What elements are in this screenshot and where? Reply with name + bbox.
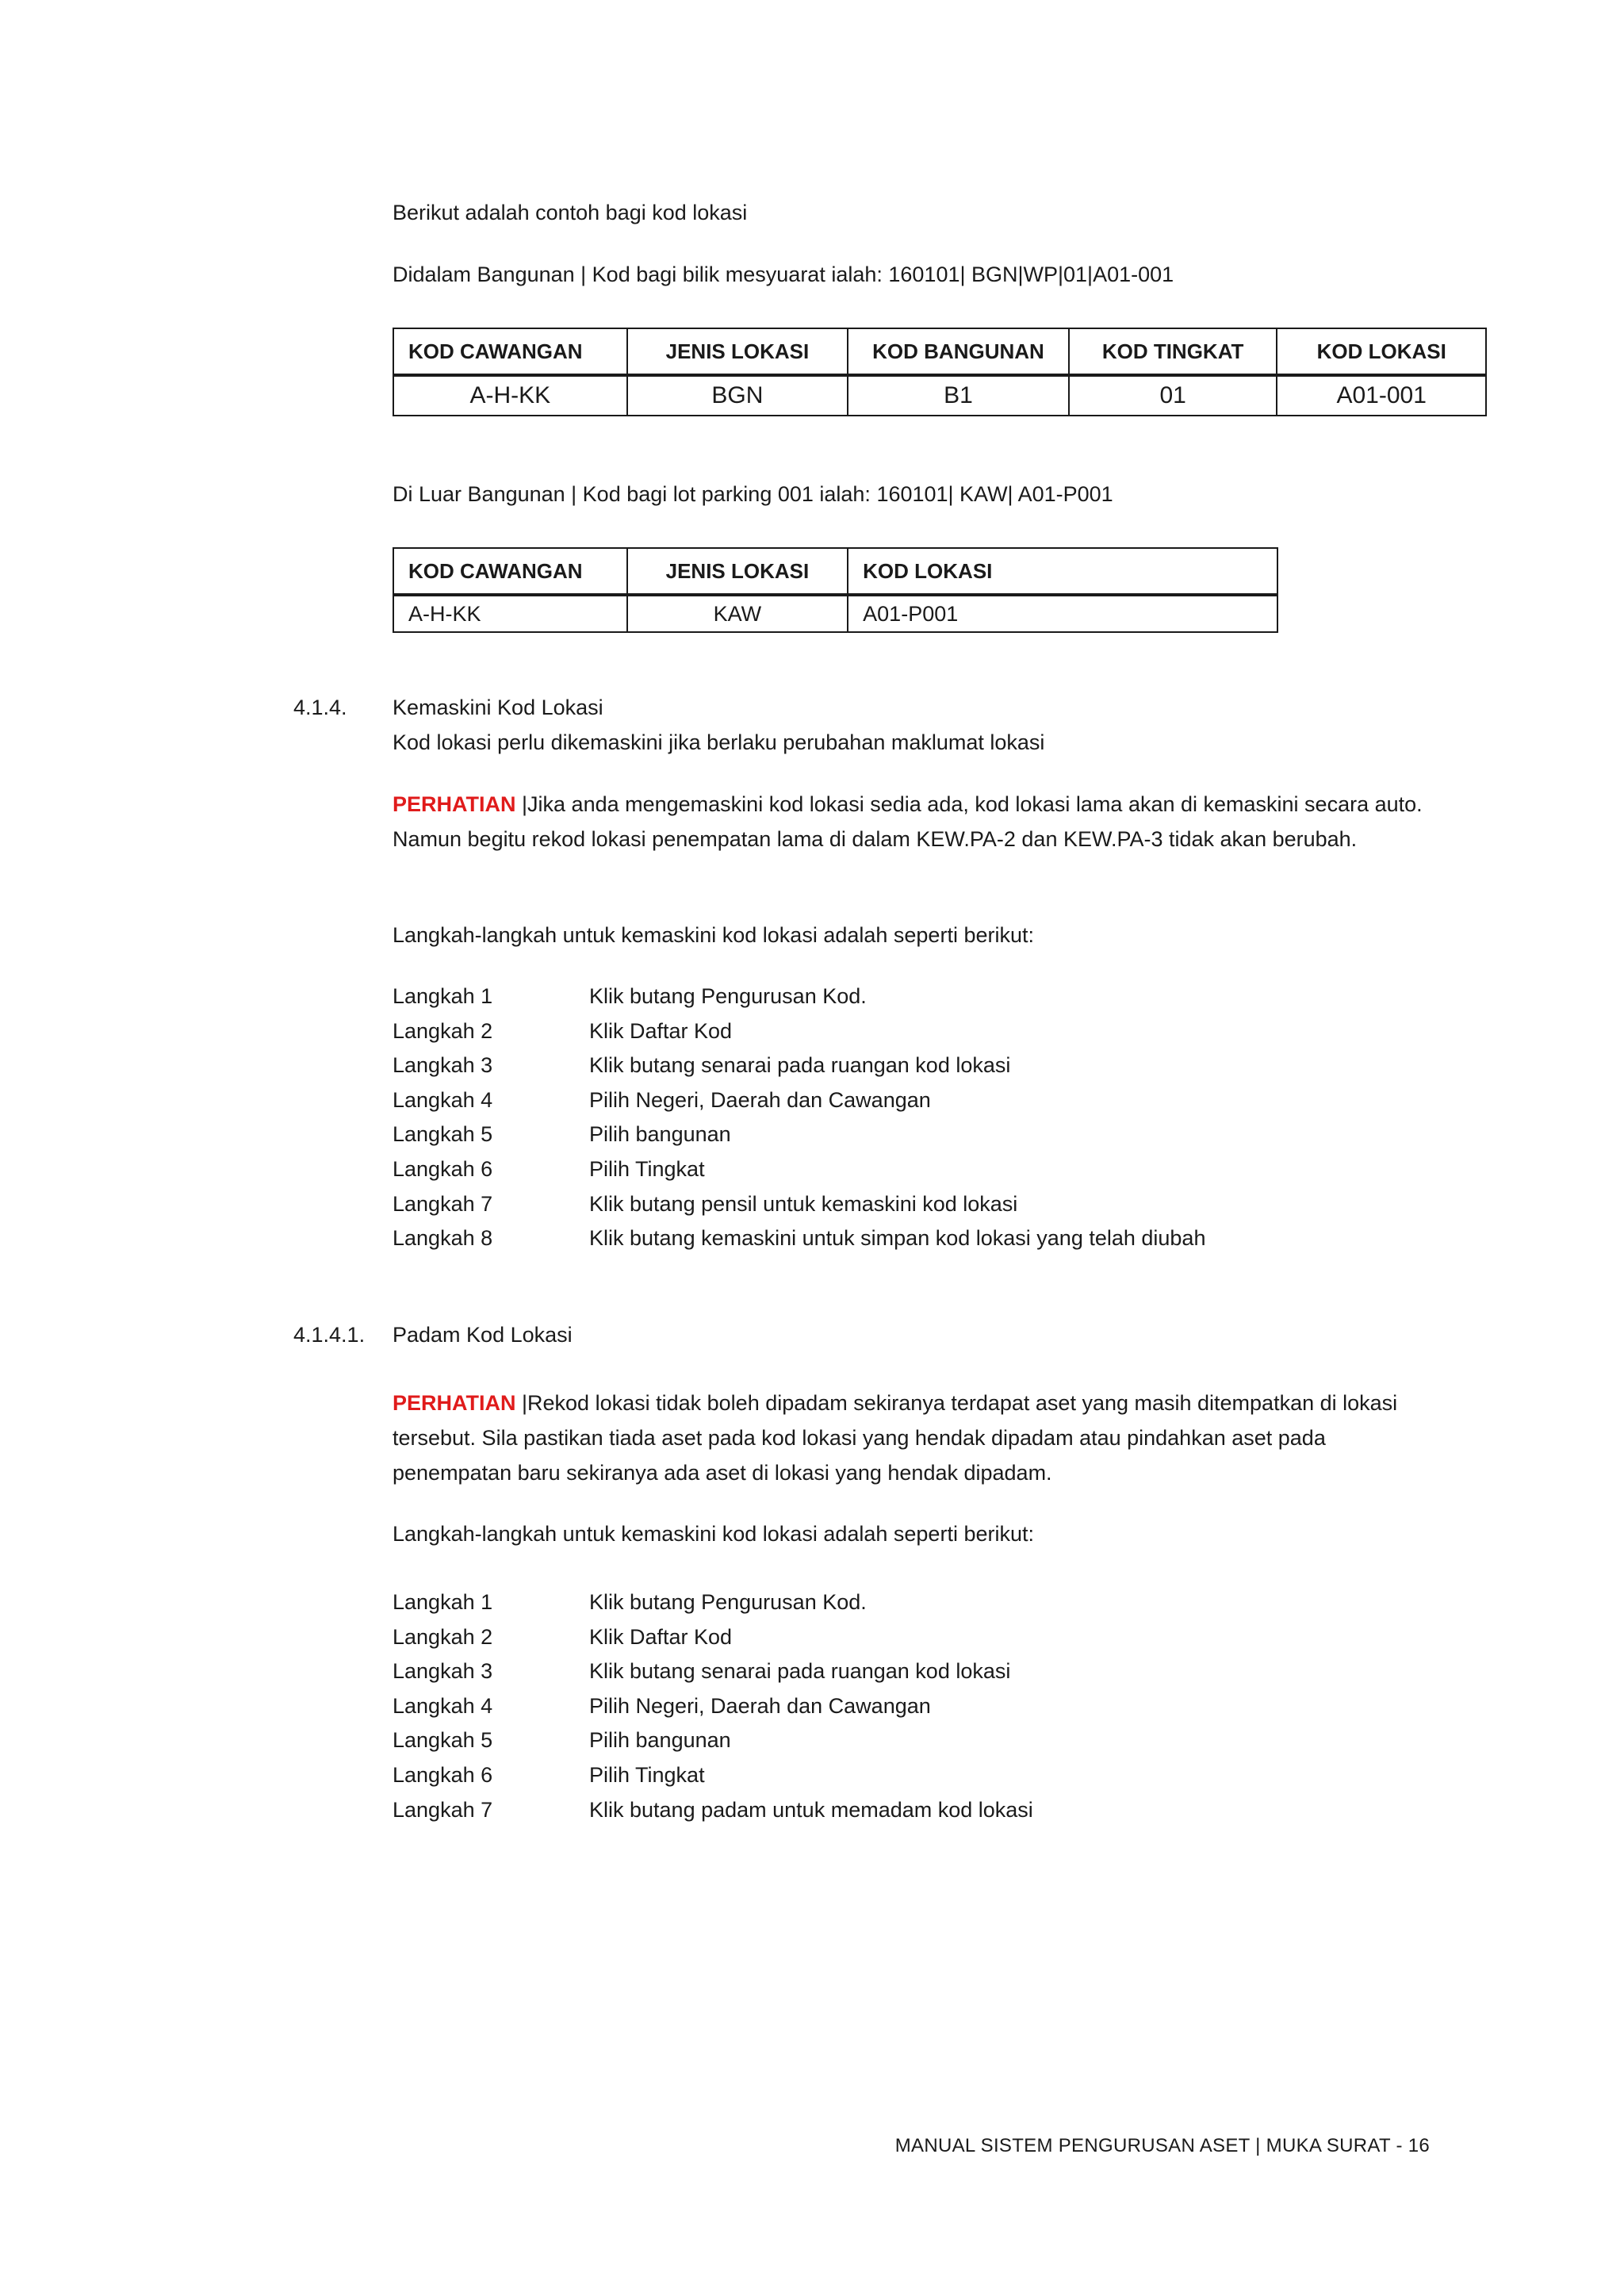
step-text: Klik butang pensil untuk kemaskini kod lokasi [589,1191,1018,1216]
table-cell: BGN [627,375,848,416]
step-text: Pilih Negeri, Daerah dan Cawangan [589,1693,931,1718]
location-code-table-outside [393,547,1278,633]
table-header-cell: KOD LOKASI [1277,328,1486,375]
step-label: Langkah 3 [393,1053,493,1078]
table-header-cell: KOD LOKASI [848,548,1277,595]
notice-paragraph [393,787,1447,857]
table-header-cell: JENIS LOKASI [627,328,848,375]
table-header-cell: KOD TINGKAT [1069,328,1277,375]
table-header-cell: JENIS LOKASI [627,548,848,595]
step-label: Langkah 6 [393,1156,493,1181]
step-text: Pilih Negeri, Daerah dan Cawangan [589,1087,931,1112]
table-header-row [393,548,1277,595]
table-cell: A-H-KK [393,595,627,632]
table-cell: A01-P001 [848,595,1277,632]
section-title: Kemaskini Kod Lokasi [393,696,603,719]
step-text: Klik butang padam untuk memadam kod lokasi [589,1797,1033,1822]
table-row [393,595,1277,632]
step-text: Klik butang senarai pada ruangan kod lokasi [589,1053,1011,1078]
step-text: Pilih bangunan [589,1122,731,1147]
step-text: Klik butang senarai pada ruangan kod lokasi [589,1659,1011,1684]
intro-text: Berikut adalah contoh bagi kod lokasi [393,201,748,224]
step-label: Langkah 1 [393,1590,493,1614]
table-header-row [393,328,1486,375]
table-cell: 01 [1069,375,1277,416]
step-label: Langkah 5 [393,1122,493,1147]
step-label: Langkah 6 [393,1762,493,1787]
step-text: Pilih bangunan [589,1728,731,1753]
step-text: Klik Daftar Kod [589,1624,733,1649]
example-outside-building: Di Luar Bangunan | Kod bagi lot parking 001 ialah: 160101| KAW| A01-P001 [393,482,1113,506]
section-number: 4.1.4.1. [293,1323,366,1347]
table-cell: A-H-KK [393,375,627,416]
notice-text: |Rekod lokasi tidak boleh dipadam sekiranya terdapat aset yang masih ditempatkan di lokasi tersebut. Sila pastikan tiada aset pada kod lokasi yang hendak dipadam atau pindahkan aset pada penempatan baru sekiranya ada aset di lokasi yang hendak dipadam. [393,1391,1398,1485]
step-label: Langkah 2 [393,1624,493,1649]
table-header-cell: KOD CAWANGAN [393,328,627,375]
table-row [393,375,1486,416]
page-footer: MANUAL SISTEM PENGURUSAN ASET | MUKA SURAT - 16 [894,2135,1430,2156]
step-label: Langkah 8 [393,1226,493,1251]
table-header-cell: KOD BANGUNAN [848,328,1069,375]
table-cell: KAW [627,595,848,632]
notice-label: PERHATIAN [393,1391,516,1415]
table-header-cell: KOD CAWANGAN [393,548,627,595]
section-subtitle: Kod lokasi perlu dikemaskini jika berlaku perubahan maklumat lokasi [393,730,1045,754]
notice-label: PERHATIAN [393,792,516,816]
table-cell: B1 [848,375,1069,416]
step-label: Langkah 4 [393,1693,493,1718]
step-text: Klik butang Pengurusan Kod. [589,1590,867,1614]
notice-paragraph [393,1386,1447,1490]
table-cell: A01-001 [1277,375,1486,416]
steps-intro: Langkah-langkah untuk kemaskini kod lokasi adalah seperti berikut: [393,923,1034,947]
step-label: Langkah 1 [393,984,493,1008]
step-text: Pilih Tingkat [589,1156,705,1181]
step-text: Klik butang Pengurusan Kod. [589,984,867,1008]
steps-intro: Langkah-langkah untuk kemaskini kod lokasi adalah seperti berikut: [393,1522,1034,1546]
location-code-table-inside [393,328,1487,416]
step-label: Langkah 7 [393,1797,493,1822]
step-label: Langkah 2 [393,1018,493,1043]
notice-text: |Jika anda mengemaskini kod lokasi sedia ada, kod lokasi lama akan di kemaskini secara auto. Namun begitu rekod lokasi penempatan lama di dalam KEW.PA-2 dan KEW.PA-3 tidak akan berubah. [393,792,1423,851]
step-label: Langkah 4 [393,1087,493,1112]
section-title: Padam Kod Lokasi [393,1323,573,1347]
step-text: Klik Daftar Kod [589,1018,733,1043]
step-label: Langkah 7 [393,1191,493,1216]
section-number: 4.1.4. [293,696,347,719]
step-text: Klik butang kemaskini untuk simpan kod lokasi yang telah diubah [589,1226,1206,1251]
example-inside-building: Didalam Bangunan | Kod bagi bilik mesyuarat ialah: 160101| BGN|WP|01|A01-001 [393,263,1174,286]
step-label: Langkah 3 [393,1659,493,1684]
step-text: Pilih Tingkat [589,1762,705,1787]
step-label: Langkah 5 [393,1728,493,1753]
